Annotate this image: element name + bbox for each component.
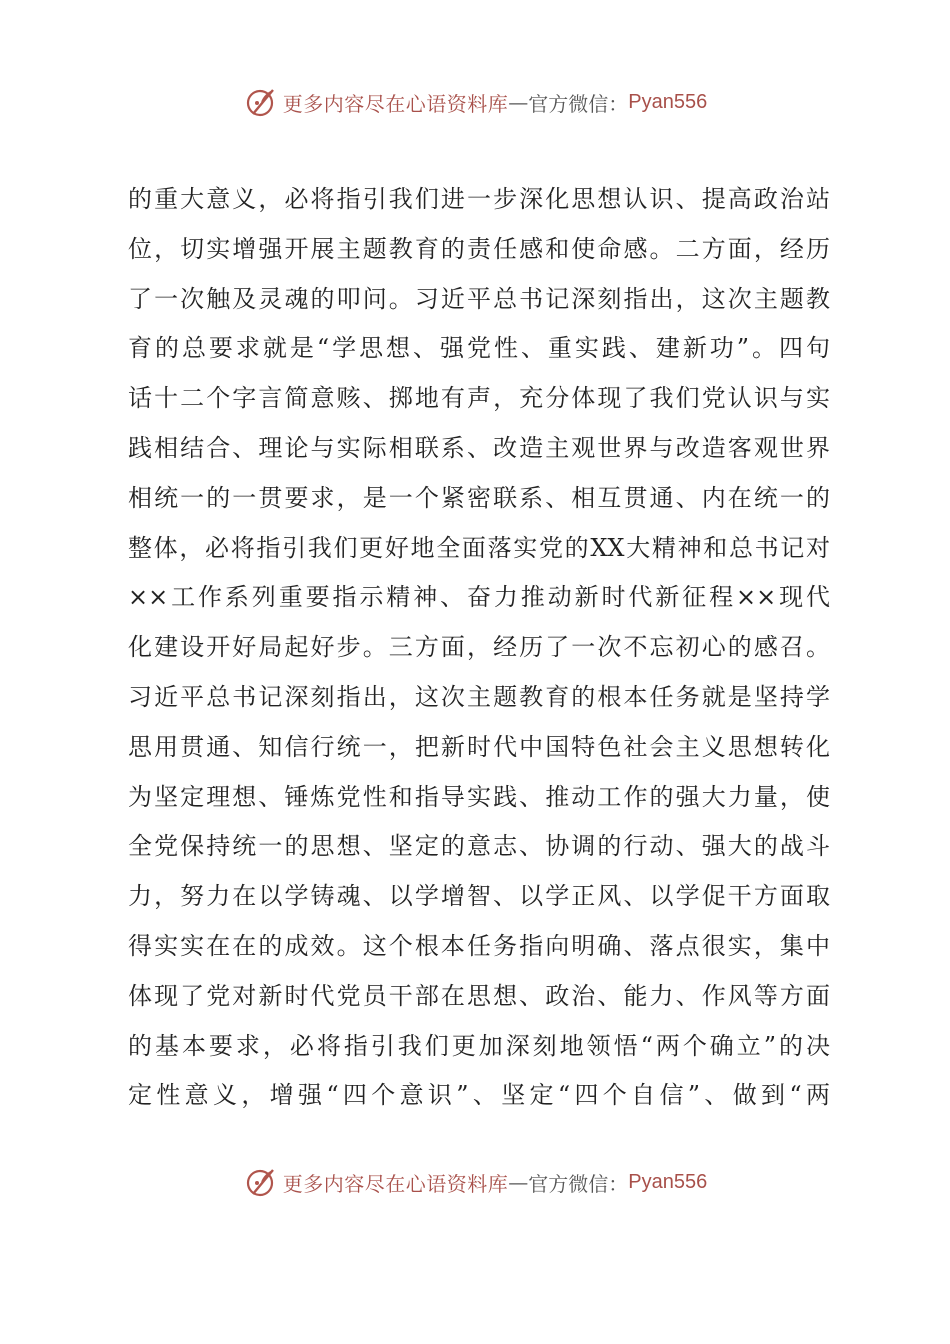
banner-title: 更多内容尽在心语资料库: [282, 91, 509, 116]
text-line: 的重大意义，必将指引我们进一步深化思想认识、提高政治站: [128, 185, 830, 213]
text-line: 思用贯通、知信行统一，把新时代中国特色社会主义思想转化: [128, 732, 830, 761]
text-line: 为坚定理想、锤炼党性和指导实践、推动工作的强大力量，使: [128, 782, 830, 811]
text-line: 全党保持统一的思想、坚定的意志、协调的行动、强大的战斗: [128, 832, 830, 861]
text-line: ××工作系列重要指示精神、奋力推动新时代新征程××现代: [128, 583, 830, 612]
text-line: 得实实在在的成效。这个根本任务指向明确、落点很实，集中: [128, 931, 830, 960]
text-line: 相统一的一贯要求，是一个紧密联系、相互贯通、内在统一的: [128, 483, 830, 512]
text-line: 位，切实增强开展主题教育的责任感和使命感。二方面，经历: [128, 234, 830, 263]
text-line: 了一次触及灵魂的叩问。习近平总书记深刻指出，这次主题教: [128, 284, 830, 313]
banner-separator: —: [508, 90, 529, 114]
text-line: 践相结合、理论与实际相联系、改造主观世界与改造客观世界: [128, 433, 830, 462]
document-body: [128, 175, 830, 1121]
text-line: 育的总要求就是“学思想、强党性、重实践、建新功”。四句: [128, 334, 830, 363]
quill-logo-icon: [243, 1164, 279, 1200]
banner-wechat-id: Pyan556: [628, 1170, 708, 1193]
text-line: 整体，必将指引我们更好地全面落实党的XX大精神和总书记对: [128, 533, 830, 562]
text-line: 力，努力在以学铸魂、以学增智、以学正风、以学促干方面取: [128, 882, 830, 911]
footer-banner: [0, 1160, 950, 1204]
banner-wechat-id: Pyan556: [628, 90, 708, 113]
quill-logo-icon: [243, 84, 279, 120]
text-line: 体现了党对新时代党员干部在思想、政治、能力、作风等方面: [128, 981, 830, 1010]
banner-separator: —: [508, 1170, 529, 1194]
banner-wechat-label: 官方微信：: [528, 91, 629, 116]
banner-title: 更多内容尽在心语资料库: [282, 1171, 509, 1196]
text-line: 话十二个字言简意赅、掷地有声，充分体现了我们党认识与实: [128, 384, 830, 413]
text-line: 习近平总书记深刻指出，这次主题教育的根本任务就是坚持学: [128, 682, 830, 711]
text-line: 化建设开好局起好步。三方面，经历了一次不忘初心的感召。: [128, 633, 830, 662]
header-banner: [0, 80, 950, 124]
text-line: 的基本要求，必将指引我们更加深刻地领悟“两个确立”的决: [128, 1031, 830, 1060]
text-line: 定性意义，增强“四个意识”、坚定“四个自信”、做到“两: [128, 1081, 830, 1110]
banner-wechat-label: 官方微信：: [528, 1171, 629, 1196]
